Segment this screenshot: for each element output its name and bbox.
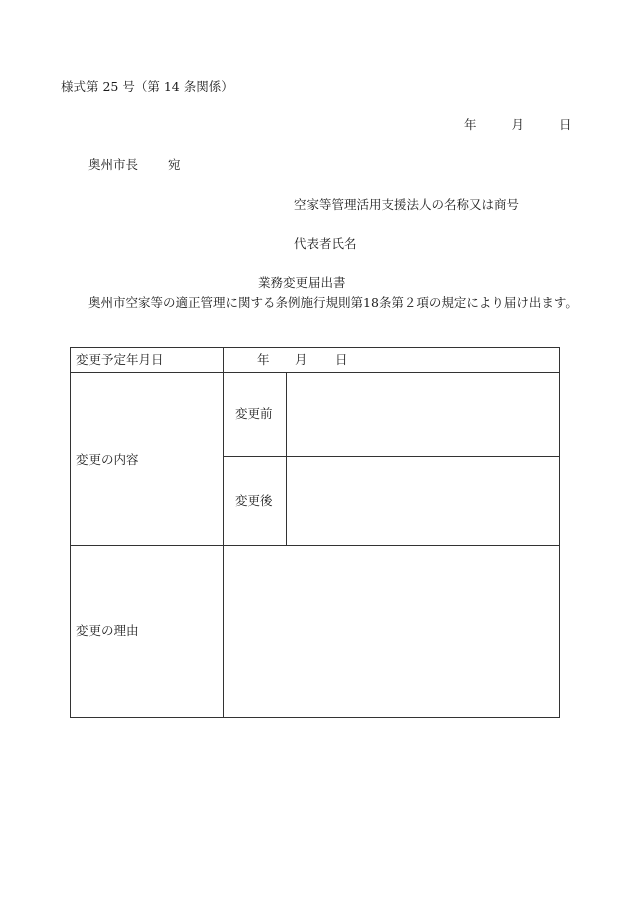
- scheduled-date-year-label: 年: [257, 352, 270, 367]
- scheduled-date-day-label: 日: [335, 352, 348, 367]
- table-column-divider: [223, 347, 224, 718]
- month-label: 月: [511, 117, 524, 132]
- scheduled-date-label: 変更予定年月日: [76, 352, 164, 367]
- mayor-title: 奥州市長: [88, 157, 139, 172]
- corporation-name-label: 空家等管理活用支援法人の名称又は商号: [294, 197, 520, 212]
- table-row-divider: [70, 372, 560, 373]
- before-change-label: 変更前: [235, 406, 273, 421]
- reason-label: 変更の理由: [76, 623, 139, 638]
- addressee-suffix: 宛: [168, 157, 181, 172]
- change-content-label: 変更の内容: [76, 452, 139, 467]
- document-title: 業務変更届出書: [258, 275, 346, 290]
- representative-name-label: 代表者氏名: [294, 236, 357, 251]
- year-label: 年: [464, 117, 477, 132]
- addressee: [88, 157, 181, 173]
- body-text: 奥州市空家等の適正管理に関する条例施行規則第18条第２項の規定により届け出ます。: [88, 295, 578, 310]
- scheduled-date-month-label: 月: [295, 352, 308, 367]
- change-form-table: [70, 347, 560, 718]
- table-column-divider: [286, 372, 287, 545]
- after-change-label: 変更後: [235, 493, 273, 508]
- form-number: 様式第 25 号（第 14 条関係）: [61, 79, 234, 94]
- day-label: 日: [558, 117, 572, 132]
- table-row-divider: [70, 545, 560, 546]
- submission-date: [464, 117, 571, 133]
- table-row-divider: [223, 456, 560, 457]
